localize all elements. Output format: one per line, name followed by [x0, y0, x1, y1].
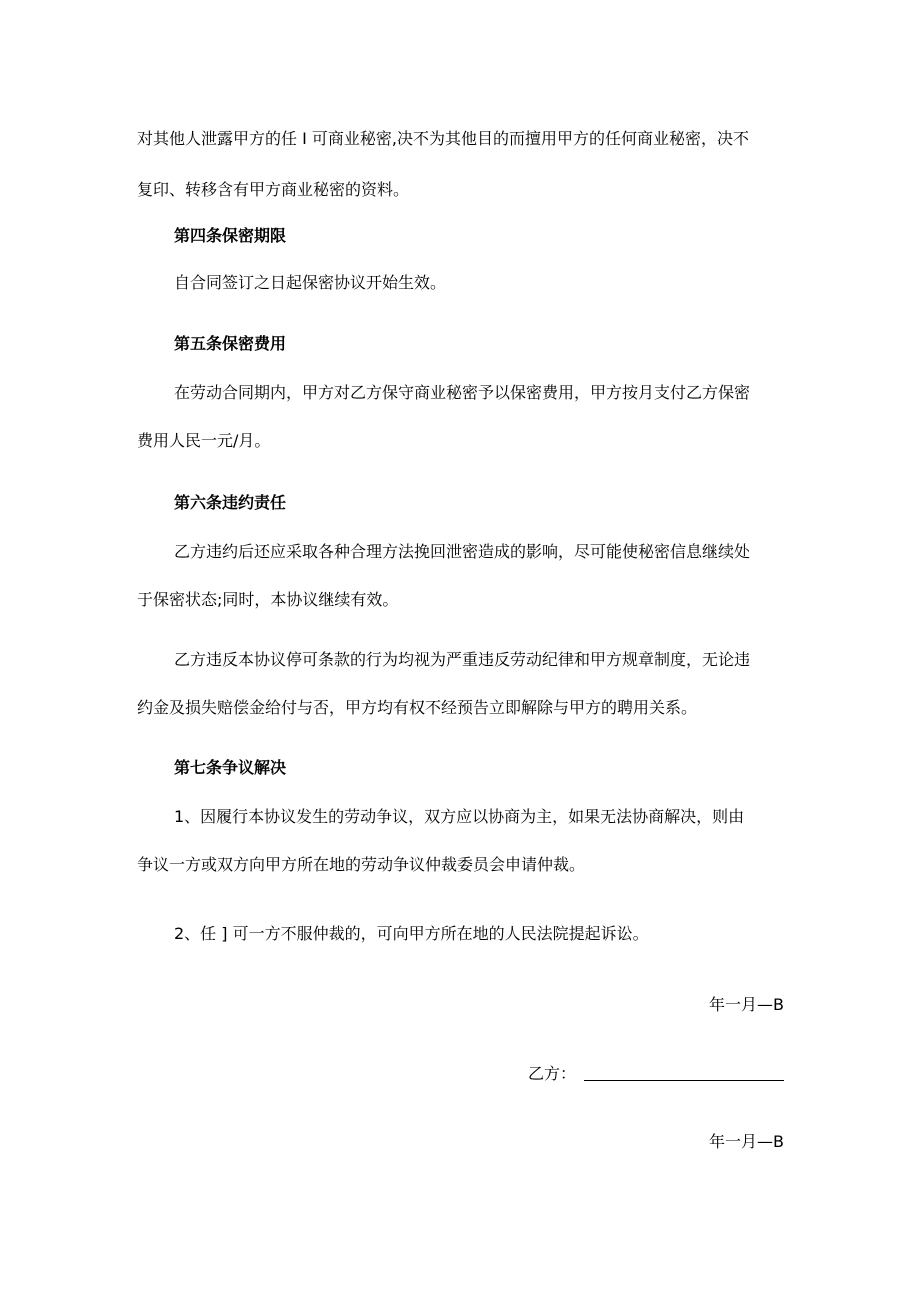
- article7-item1-line2: 争议一方或双方向甲方所在地的劳动争议仲裁委员会申请仲裁。: [137, 855, 586, 874]
- article5-heading: 第五条保密费用: [174, 334, 287, 353]
- article6-p2-line2: 约金及损失赔偿金给付与否，甲方均有权不经预告立即解除与甲方的聘用关系。: [137, 698, 698, 717]
- party-b-label: 乙方：: [527, 1064, 576, 1083]
- article6-p1-line1: 乙方违约后还应采取各种合理方法挽回泄密造成的影响，尽可能使秘密信息继续处: [174, 542, 751, 561]
- article6-p1-line2: 于保密状态;同时，本协议继续有效。: [137, 590, 399, 609]
- party-b-signature-line: [584, 1064, 784, 1081]
- article6-heading: 第六条违约责任: [174, 493, 287, 512]
- article7-heading: 第七条争议解决: [174, 758, 287, 777]
- article4-heading: 第四条保密期限: [174, 226, 287, 245]
- article6-p2-line1: 乙方违反本协议停可条款的行为均视为严重违反劳动纪律和甲方规章制度，无论违: [174, 650, 751, 669]
- article3-line2: 复印、转移含有甲方商业秘密的资料。: [137, 180, 410, 199]
- article5-line2: 费用人民一元/月。: [137, 431, 271, 450]
- article7-item2-line1: 2、任 ] 可一方不服仲裁的，可向甲方所在地的人民法院提起诉讼。: [174, 924, 649, 943]
- signature-date-2: 年一月—B: [709, 1132, 784, 1151]
- article3-line1: 对其他人泄露甲方的任 I 可商业秘密,决不为其他目的而擅用甲方的任何商业秘密，决不: [137, 129, 749, 148]
- party-b-signature-row: [528, 1063, 784, 1085]
- article4-line1: 自合同签订之日起保密协议开始生效。: [174, 273, 447, 292]
- article7-item1-line1: 1、因履行本协议发生的劳动争议，双方应以协商为主，如果无法协商解决，则由: [174, 807, 745, 826]
- signature-date-1: 年一月—B: [709, 995, 784, 1014]
- article5-line1: 在劳动合同期内，甲方对乙方保守商业秘密予以保密费用，甲方按月支付乙方保密: [174, 383, 751, 402]
